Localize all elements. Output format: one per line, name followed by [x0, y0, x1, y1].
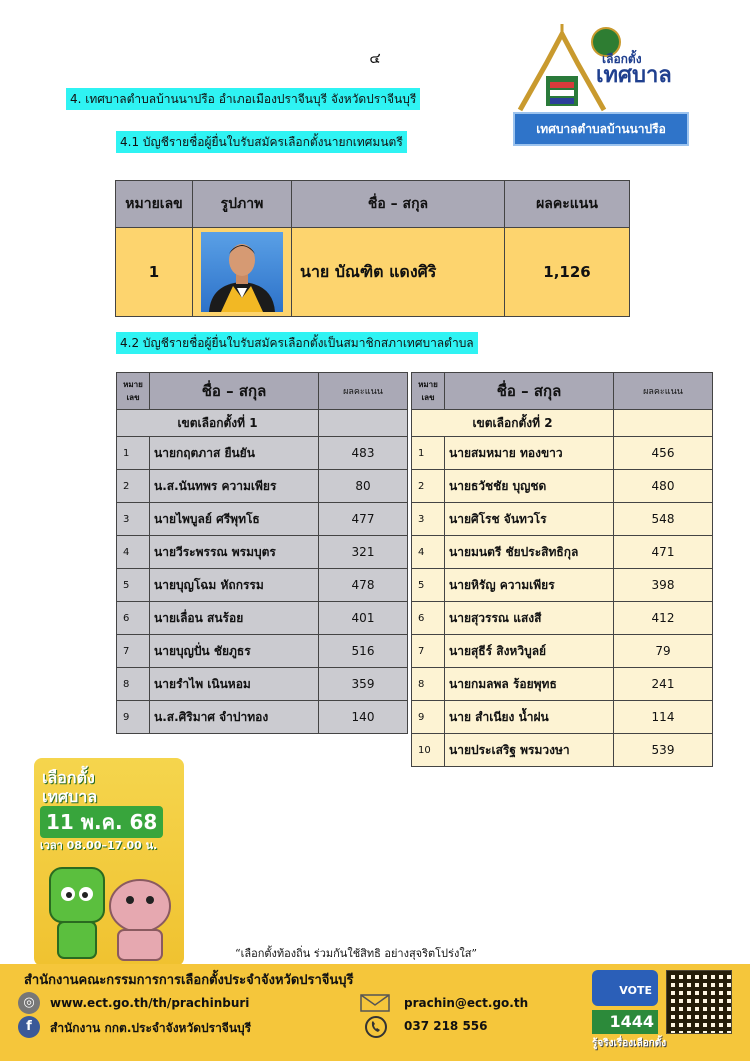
header-number-line2: เลข — [421, 393, 435, 402]
row-name: นายบุญปั่น ชัยภูธร — [150, 635, 319, 668]
row-number: 4 — [117, 536, 150, 569]
row-score: 359 — [319, 668, 408, 701]
poster-title — [42, 768, 97, 806]
row-number: 2 — [117, 470, 150, 503]
table-row — [117, 701, 408, 734]
table-row — [412, 602, 713, 635]
mascot-icon — [40, 854, 180, 964]
candidate-number: 1 — [116, 228, 193, 317]
header-name: ชื่อ – สกุล — [150, 373, 319, 410]
table-row — [412, 569, 713, 602]
table-row — [412, 437, 713, 470]
row-name: นายธวัชชัย บุญชด — [445, 470, 614, 503]
mayor-heading: 4.1 บัญชีรายชื่อผู้ยื่นใบรับสมัครเลือกตั้งนายกเทศมนตรี — [116, 131, 407, 153]
phone-icon — [364, 1016, 388, 1038]
table-row — [412, 503, 713, 536]
row-score: 398 — [614, 569, 713, 602]
logo-small-text: เลือกตั้ง — [602, 52, 642, 66]
section-title: 4. เทศบาลตำบลบ้านนาปรือ อำเภอเมืองปราจีนบุรี จังหวัดปราจีนบุรี — [66, 88, 420, 110]
slogan: “เลือกตั้งท้องถิ่น ร่วมกันใช้สิทธิ อย่างสุจริตโปร่งใส” — [235, 947, 478, 960]
row-score: 483 — [319, 437, 408, 470]
row-number: 7 — [412, 635, 445, 668]
header-score: ผลคะแนน — [319, 373, 408, 410]
table-row — [116, 228, 630, 317]
row-score: 471 — [614, 536, 713, 569]
website-link[interactable]: www.ect.go.th/th/prachinburi — [50, 996, 250, 1010]
council-heading: 4.2 บัญชีรายชื่อผู้ยื่นใบรับสมัครเลือกตั้งเป็นสมาชิกสภาเทศบาลตำบล — [116, 332, 478, 354]
row-name: นายสมหมาย ทองขาว — [445, 437, 614, 470]
row-name: นายหิรัญ ความเพียร — [445, 569, 614, 602]
municipality-tag: เทศบาลตำบลบ้านนาปรือ — [513, 112, 689, 146]
row-number: 6 — [117, 602, 150, 635]
row-name: นายสุวรรณ แสงสี — [445, 602, 614, 635]
globe-icon: ◎ — [18, 992, 40, 1014]
row-name: นายเลื่อน สนร้อย — [150, 602, 319, 635]
candidate-score: 1,126 — [505, 228, 630, 317]
zone-row — [117, 410, 408, 437]
mayor-table — [115, 180, 630, 317]
row-name: นาย สำเนียง น้ำฝน — [445, 701, 614, 734]
row-name: น.ส.นันทพร ความเพียร — [150, 470, 319, 503]
candidate-photo-cell — [193, 228, 292, 317]
row-score: 241 — [614, 668, 713, 701]
row-name: น.ส.ศิริมาศ จำปาทอง — [150, 701, 319, 734]
page-number: ๔ — [369, 49, 381, 67]
council-table-zone-2 — [411, 372, 713, 767]
candidate-name: นาย บัณฑิต แดงศิริ — [292, 228, 505, 317]
row-number: 6 — [412, 602, 445, 635]
table-row — [117, 668, 408, 701]
table-row — [412, 701, 713, 734]
hotline-caption: รู้จริงเรื่องเลือกตั้ง — [592, 1038, 667, 1049]
row-number: 8 — [117, 668, 150, 701]
vote-badge: VOTE — [592, 970, 658, 1006]
header-score: ผลคะแนน — [505, 181, 630, 228]
header-number-line1: หมาย — [123, 380, 143, 389]
header-number-line2: เลข — [126, 393, 140, 402]
row-name: นายกฤตภาส ยืนยัน — [150, 437, 319, 470]
row-name: นายไพบูลย์ ศรีพุทโธ — [150, 503, 319, 536]
row-score: 140 — [319, 701, 408, 734]
logo-big-text: เทศบาล — [596, 63, 672, 88]
row-number: 1 — [412, 437, 445, 470]
poster-time: เวลา 08.00–17.00 น. — [40, 839, 158, 852]
row-score: 516 — [319, 635, 408, 668]
zone-row — [412, 410, 713, 437]
row-score: 412 — [614, 602, 713, 635]
header-photo: รูปภาพ — [193, 181, 292, 228]
facebook-icon: f — [18, 1016, 40, 1038]
phone-number: 037 218 556 — [404, 1019, 488, 1033]
candidate-photo — [201, 232, 283, 312]
zone-empty — [614, 410, 713, 437]
row-score: 401 — [319, 602, 408, 635]
row-name: นายกมลพล ร้อยพุทธ — [445, 668, 614, 701]
footer-title: สำนักงานคณะกรรมการการเลือกตั้งประจำจังหวัดปราจีนบุรี — [24, 973, 354, 988]
row-name: นายมนตรี ชัยประสิทธิกุล — [445, 536, 614, 569]
poster-line1: เลือกตั้ง — [42, 768, 95, 787]
row-score: 548 — [614, 503, 713, 536]
qr-code-icon[interactable] — [666, 970, 732, 1034]
email-link[interactable]: prachin@ect.go.th — [404, 996, 529, 1010]
header-number — [117, 373, 150, 410]
row-score: 478 — [319, 569, 408, 602]
row-name: นายรำไพ เนินหอม — [150, 668, 319, 701]
table-row — [412, 734, 713, 767]
row-score: 480 — [614, 470, 713, 503]
table-row — [117, 470, 408, 503]
row-name: นายประเสริฐ พรมวงษา — [445, 734, 614, 767]
table-row — [117, 536, 408, 569]
header-score: ผลคะแนน — [614, 373, 713, 410]
facebook-link[interactable]: สำนักงาน กกต.ประจำจังหวัดปราจีนบุรี — [50, 1021, 252, 1035]
row-number: 9 — [412, 701, 445, 734]
poster-line2: เทศบาล — [42, 787, 98, 806]
row-score: 539 — [614, 734, 713, 767]
row-name: นายศิโรช จันทวโร — [445, 503, 614, 536]
email-icon — [360, 994, 390, 1012]
zone-empty — [319, 410, 408, 437]
row-number: 3 — [412, 503, 445, 536]
row-score: 456 — [614, 437, 713, 470]
header-number: หมายเลข — [116, 181, 193, 228]
header-name: ชื่อ – สกุล — [292, 181, 505, 228]
row-name: นายสุธีร์ สิงหวิบูลย์ — [445, 635, 614, 668]
row-score: 79 — [614, 635, 713, 668]
table-row — [412, 668, 713, 701]
row-number: 5 — [412, 569, 445, 602]
row-score: 80 — [319, 470, 408, 503]
row-name: นายบุญโฉม หัถกรรม — [150, 569, 319, 602]
table-row — [117, 635, 408, 668]
zone-label: เขตเลือกตั้งที่ 2 — [412, 410, 614, 437]
council-table-zone-1 — [116, 372, 408, 734]
row-name: นายวีระพรรณ พรมบุตร — [150, 536, 319, 569]
table-row — [412, 470, 713, 503]
row-number: 7 — [117, 635, 150, 668]
header-number — [412, 373, 445, 410]
poster-date: 11 พ.ค. 68 — [40, 806, 163, 838]
table-row — [117, 503, 408, 536]
header-number-line1: หมาย — [418, 380, 438, 389]
row-number: 3 — [117, 503, 150, 536]
table-row — [117, 602, 408, 635]
hotline-number: 1444 — [592, 1010, 658, 1034]
zone-label: เขตเลือกตั้งที่ 1 — [117, 410, 319, 437]
row-number: 4 — [412, 536, 445, 569]
row-score: 477 — [319, 503, 408, 536]
header-name: ชื่อ – สกุล — [445, 373, 614, 410]
person-photo-icon — [201, 232, 283, 312]
row-score: 114 — [614, 701, 713, 734]
table-row — [412, 635, 713, 668]
table-row — [412, 536, 713, 569]
row-number: 10 — [412, 734, 445, 767]
row-number: 9 — [117, 701, 150, 734]
election-poster — [34, 758, 184, 966]
row-number: 2 — [412, 470, 445, 503]
table-row — [117, 437, 408, 470]
row-score: 321 — [319, 536, 408, 569]
row-number: 1 — [117, 437, 150, 470]
table-row — [117, 569, 408, 602]
row-number: 8 — [412, 668, 445, 701]
row-number: 5 — [117, 569, 150, 602]
